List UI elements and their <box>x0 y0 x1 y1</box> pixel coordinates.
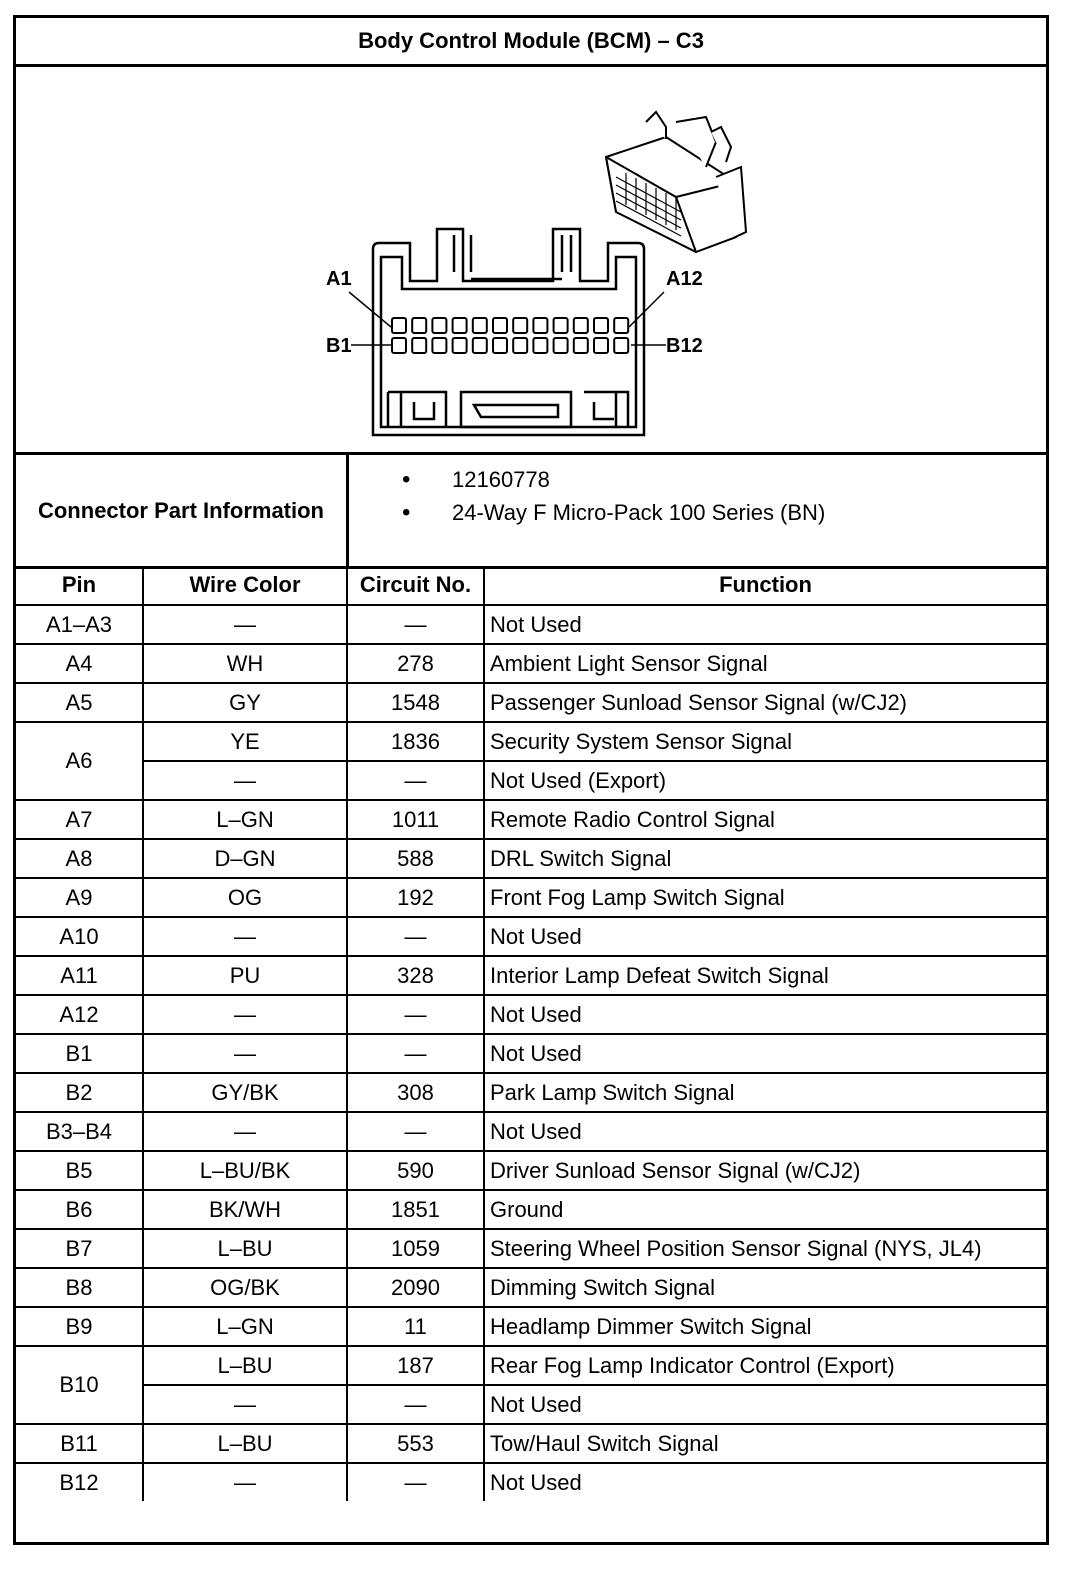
connector-info-label: Connector Part Information <box>16 455 349 566</box>
cell-circuit-no: 588 <box>347 839 484 878</box>
pin-cavity <box>392 338 406 353</box>
table-row <box>16 1034 1046 1073</box>
pin-cavity <box>473 338 487 353</box>
cell-wire-color: — <box>143 1034 347 1073</box>
cell-pin: B5 <box>16 1151 143 1190</box>
cell-wire-color: WH <box>143 644 347 683</box>
cell-circuit-no: 1836 <box>347 722 484 761</box>
pin-cavity <box>493 338 507 353</box>
cell-function: Ground <box>484 1190 1046 1229</box>
cell-pin: A4 <box>16 644 143 683</box>
label-a12: A12 <box>666 268 703 290</box>
cell-circuit-no: 187 <box>347 1346 484 1385</box>
pin-cavity <box>574 318 588 333</box>
header-wire-color: Wire Color <box>143 566 347 605</box>
cell-pin: B11 <box>16 1424 143 1463</box>
cell-pin: A6 <box>16 722 143 800</box>
header-pin: Pin <box>16 566 143 605</box>
cell-function: Interior Lamp Defeat Switch Signal <box>484 956 1046 995</box>
pin-cavity <box>614 338 628 353</box>
cell-wire-color: L–BU <box>143 1424 347 1463</box>
cell-wire-color: — <box>143 605 347 644</box>
cell-pin: B10 <box>16 1346 143 1424</box>
pin-cavity <box>594 318 608 333</box>
cell-wire-color: — <box>143 1385 347 1424</box>
cell-circuit-no: 278 <box>347 644 484 683</box>
cell-function: Not Used <box>484 1463 1046 1501</box>
cell-circuit-no: 553 <box>347 1424 484 1463</box>
cell-function: Tow/Haul Switch Signal <box>484 1424 1046 1463</box>
pin-cavity <box>614 318 628 333</box>
cell-function: Park Lamp Switch Signal <box>484 1073 1046 1112</box>
cell-circuit-no: — <box>347 605 484 644</box>
cell-wire-color: L–GN <box>143 800 347 839</box>
connector-3d-icon <box>606 112 746 252</box>
cell-function: Not Used <box>484 995 1046 1034</box>
cell-circuit-no: 11 <box>347 1307 484 1346</box>
cell-pin: A8 <box>16 839 143 878</box>
table-row <box>16 1307 1046 1346</box>
pin-table <box>16 566 1046 1501</box>
connector-sheet <box>13 15 1049 1545</box>
cell-pin: A9 <box>16 878 143 917</box>
table-row <box>16 1229 1046 1268</box>
connector-part-info <box>16 455 1046 569</box>
table-row <box>16 1463 1046 1501</box>
cell-circuit-no: 328 <box>347 956 484 995</box>
table-row <box>16 800 1046 839</box>
table-header-row <box>16 566 1046 605</box>
table-row <box>16 917 1046 956</box>
connector-description: • 24-Way F Micro-Pack 100 Series (BN) <box>402 496 825 529</box>
cell-function: Dimming Switch Signal <box>484 1268 1046 1307</box>
cell-pin: B2 <box>16 1073 143 1112</box>
cell-circuit-no: — <box>347 761 484 800</box>
cell-wire-color: — <box>143 917 347 956</box>
cell-pin: B6 <box>16 1190 143 1229</box>
cell-circuit-no: 308 <box>347 1073 484 1112</box>
header-function: Function <box>484 566 1046 605</box>
table-row <box>16 1151 1046 1190</box>
cell-wire-color: — <box>143 761 347 800</box>
cell-wire-color: GY <box>143 683 347 722</box>
cell-circuit-no: 1059 <box>347 1229 484 1268</box>
cell-circuit-no: 1011 <box>347 800 484 839</box>
cell-wire-color: L–BU/BK <box>143 1151 347 1190</box>
pin-cavity <box>453 318 467 333</box>
cell-pin: A12 <box>16 995 143 1034</box>
part-number: • 12160778 <box>402 463 825 496</box>
table-row <box>16 644 1046 683</box>
pin-cavity <box>513 318 527 333</box>
cell-pin: B12 <box>16 1463 143 1501</box>
cell-pin: B3–B4 <box>16 1112 143 1151</box>
cell-function: Remote Radio Control Signal <box>484 800 1046 839</box>
cell-wire-color: L–BU <box>143 1346 347 1385</box>
pin-cavity <box>432 318 446 333</box>
cell-pin: A5 <box>16 683 143 722</box>
table-row <box>16 839 1046 878</box>
pin-cavity <box>412 318 426 333</box>
cell-function: Not Used <box>484 1034 1046 1073</box>
cell-wire-color: BK/WH <box>143 1190 347 1229</box>
cell-circuit-no: 192 <box>347 878 484 917</box>
cell-function: Passenger Sunload Sensor Signal (w/CJ2) <box>484 683 1046 722</box>
table-row <box>16 878 1046 917</box>
table-row <box>16 1385 1046 1424</box>
cell-function: Not Used (Export) <box>484 761 1046 800</box>
cell-circuit-no: 590 <box>347 1151 484 1190</box>
pin-cavity <box>473 318 487 333</box>
page-title: Body Control Module (BCM) – C3 <box>16 18 1046 67</box>
table-row <box>16 956 1046 995</box>
pin-table-body <box>16 605 1046 1501</box>
table-row <box>16 995 1046 1034</box>
cell-pin: A1–A3 <box>16 605 143 644</box>
pin-cavity <box>412 338 426 353</box>
cell-function: Driver Sunload Sensor Signal (w/CJ2) <box>484 1151 1046 1190</box>
cell-circuit-no: — <box>347 1463 484 1501</box>
cell-circuit-no: 2090 <box>347 1268 484 1307</box>
table-row <box>16 1346 1046 1385</box>
table-row <box>16 605 1046 644</box>
cell-circuit-no: 1851 <box>347 1190 484 1229</box>
pin-cavity <box>432 338 446 353</box>
cell-function: DRL Switch Signal <box>484 839 1046 878</box>
pin-cavity <box>533 318 547 333</box>
pin-row-b <box>392 338 628 353</box>
cell-function: Headlamp Dimmer Switch Signal <box>484 1307 1046 1346</box>
pin-cavity <box>554 338 568 353</box>
cell-circuit-no: — <box>347 917 484 956</box>
table-row <box>16 1268 1046 1307</box>
table-row <box>16 1424 1046 1463</box>
cell-wire-color: GY/BK <box>143 1073 347 1112</box>
cell-function: Not Used <box>484 917 1046 956</box>
pin-cavity <box>453 338 467 353</box>
pin-cavity <box>594 338 608 353</box>
label-a1: A1 <box>326 268 352 290</box>
cell-wire-color: D–GN <box>143 839 347 878</box>
label-b12: B12 <box>666 335 703 357</box>
table-row <box>16 1190 1046 1229</box>
cell-circuit-no: 1548 <box>347 683 484 722</box>
cell-pin: B8 <box>16 1268 143 1307</box>
cell-function: Steering Wheel Position Sensor Signal (NYS, JL4) <box>484 1229 1046 1268</box>
cell-wire-color: YE <box>143 722 347 761</box>
pin-cavity <box>533 338 547 353</box>
cell-wire-color: OG <box>143 878 347 917</box>
cell-wire-color: — <box>143 1463 347 1501</box>
table-row <box>16 683 1046 722</box>
cell-wire-color: — <box>143 1112 347 1151</box>
cell-circuit-no: — <box>347 1112 484 1151</box>
connector-info-list <box>402 463 825 529</box>
pin-cavity <box>392 318 406 333</box>
cell-wire-color: L–GN <box>143 1307 347 1346</box>
cell-circuit-no: — <box>347 995 484 1034</box>
connector-illustration <box>16 67 1046 452</box>
cell-circuit-no: — <box>347 1034 484 1073</box>
cell-function: Security System Sensor Signal <box>484 722 1046 761</box>
cell-function: Not Used <box>484 605 1046 644</box>
cell-pin: A7 <box>16 800 143 839</box>
cell-function: Rear Fog Lamp Indicator Control (Export) <box>484 1346 1046 1385</box>
cell-pin: A10 <box>16 917 143 956</box>
pin-cavity <box>493 318 507 333</box>
table-row <box>16 722 1046 761</box>
cell-function: Front Fog Lamp Switch Signal <box>484 878 1046 917</box>
cell-function: Ambient Light Sensor Signal <box>484 644 1046 683</box>
cell-wire-color: L–BU <box>143 1229 347 1268</box>
label-b1: B1 <box>326 335 352 357</box>
connector-diagram <box>16 67 1046 455</box>
table-row <box>16 1112 1046 1151</box>
pin-cavity <box>574 338 588 353</box>
cell-pin: A11 <box>16 956 143 995</box>
pin-cavity <box>554 318 568 333</box>
table-row <box>16 1073 1046 1112</box>
header-circuit-no: Circuit No. <box>347 566 484 605</box>
cell-circuit-no: — <box>347 1385 484 1424</box>
cell-pin: B7 <box>16 1229 143 1268</box>
table-row <box>16 761 1046 800</box>
pin-cavity <box>513 338 527 353</box>
cell-wire-color: OG/BK <box>143 1268 347 1307</box>
pin-row-a <box>392 318 628 333</box>
cell-pin: B9 <box>16 1307 143 1346</box>
cell-wire-color: — <box>143 995 347 1034</box>
cell-wire-color: PU <box>143 956 347 995</box>
cell-function: Not Used <box>484 1385 1046 1424</box>
cell-pin: B1 <box>16 1034 143 1073</box>
cell-function: Not Used <box>484 1112 1046 1151</box>
